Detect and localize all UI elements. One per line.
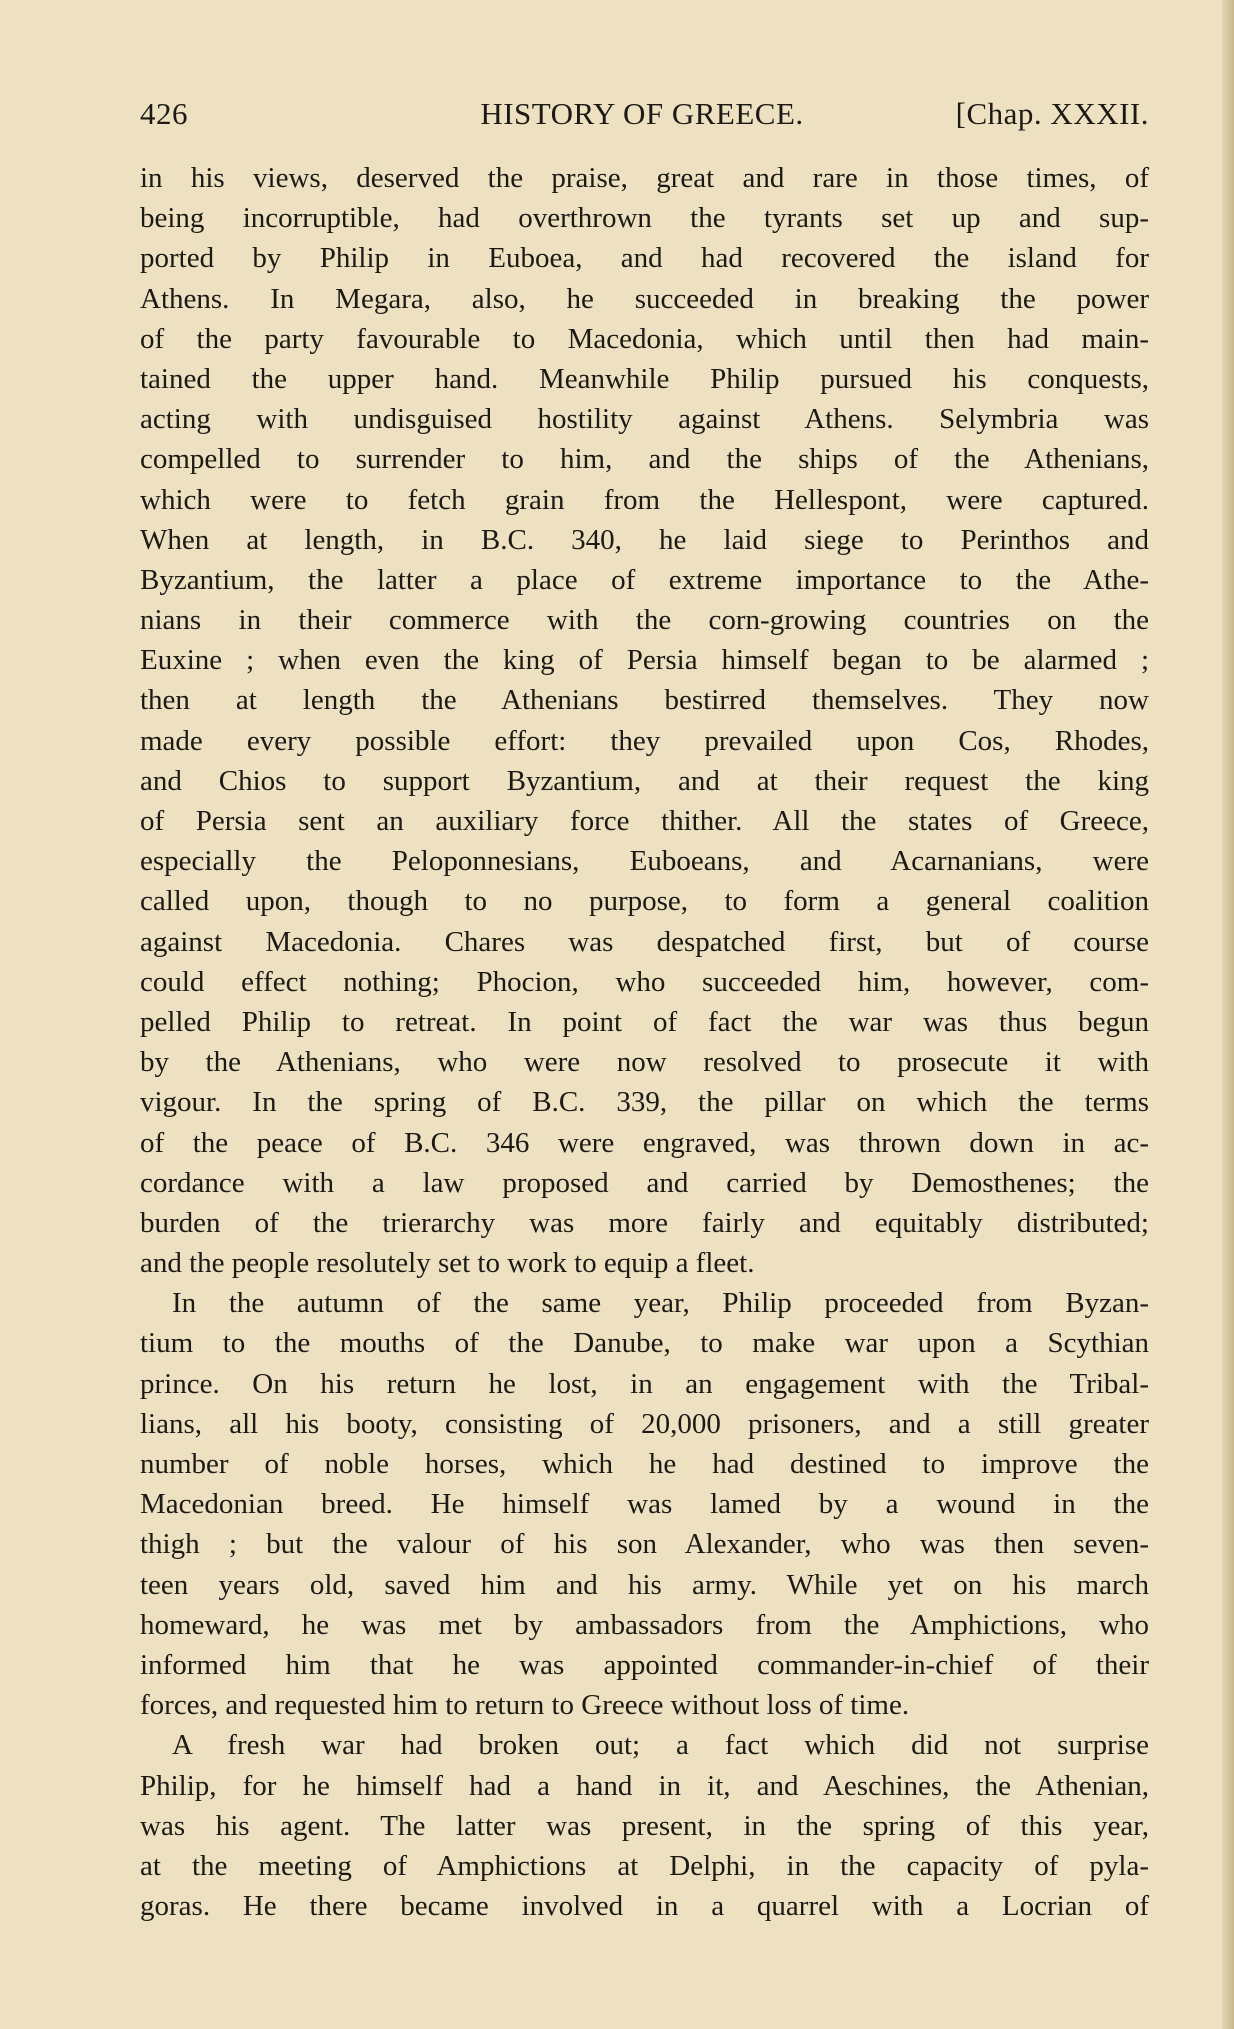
text-line: prince. On his return he lost, in an engagement with the Tribal- (140, 1367, 1149, 1400)
text-line: in his views, deserved the praise, great and rare in those times, of (140, 162, 1149, 194)
text-line: informed him that he was appointed commander-in-chief of their (140, 1648, 1149, 1681)
text-line: could effect nothing; Phocion, who succeeded him, however, com- (140, 965, 1149, 998)
text-line: When at length, in B.C. 340, he laid siege to Perinthos and (140, 523, 1149, 556)
running-header (140, 96, 1149, 136)
text-line: made every possible effort: they prevailed upon Cos, Rhodes, (140, 724, 1149, 757)
text-line: then at length the Athenians bestirred themselves. They now (140, 684, 1149, 717)
text-line: of the party favourable to Macedonia, which until then had main- (140, 322, 1149, 355)
text-line: nians in their commerce with the corn-growing countries on the (140, 604, 1149, 637)
text-line: which were to fetch grain from the Hellespont, were captured. (140, 483, 1149, 516)
text-line: of the peace of B.C. 346 were engraved, was thrown down in ac- (140, 1126, 1149, 1159)
text-line: tium to the mouths of the Danube, to make war upon a Scythian (140, 1327, 1149, 1360)
page-edge (1222, 0, 1234, 2029)
text-line: number of noble horses, which he had destined to improve the (140, 1448, 1149, 1480)
text-line: teen years old, saved him and his army. While yet on his march (140, 1568, 1149, 1601)
text-line: homeward, he was met by ambassadors from the Amphictions, who (140, 1608, 1149, 1641)
text-line: In the autumn of the same year, Philip proceeded from Byzan- (172, 1287, 1149, 1320)
text-line: compelled to surrender to him, and the ships of the Athenians, (140, 443, 1149, 476)
text-line: was his agent. The latter was present, in the spring of this year, (140, 1809, 1149, 1842)
body-text (140, 158, 1149, 1926)
text-line: being incorruptible, had overthrown the tyrants set up and sup- (140, 202, 1149, 235)
text-line: thigh ; but the valour of his son Alexander, who was then seven- (140, 1528, 1149, 1561)
text-line: by the Athenians, who were now resolved to prosecute it with (140, 1046, 1149, 1079)
text-line: called upon, though to no purpose, to form a general coalition (140, 885, 1149, 918)
text-line: and the people resolutely set to work to equip a fleet. (140, 1247, 755, 1280)
text-line: ported by Philip in Euboea, and had recovered the island for (140, 242, 1149, 275)
text-line: lians, all his booty, consisting of 20,000 prisoners, and a still greater (140, 1407, 1149, 1440)
text-line: Philip, for he himself had a hand in it, and Aeschines, the Athenian, (140, 1769, 1149, 1802)
text-line: Athens. In Megara, also, he succeeded in breaking the power (140, 282, 1149, 315)
text-line: cordance with a law proposed and carried by Demosthenes; the (140, 1166, 1149, 1199)
text-line: and Chios to support Byzantium, and at their request the king (140, 764, 1149, 797)
text-line: pelled Philip to retreat. In point of fact the war was thus begun (140, 1005, 1149, 1038)
text-line: burden of the trierarchy was more fairly and equitably distributed; (140, 1206, 1149, 1239)
page-number: 426 (140, 96, 188, 131)
running-title: HISTORY OF GREECE. (480, 96, 804, 131)
text-line: against Macedonia. Chares was despatched first, but of course (140, 925, 1149, 958)
text-line: at the meeting of Amphictions at Delphi, in the capacity of pyla- (140, 1849, 1149, 1882)
text-line: of Persia sent an auxiliary force thither. All the states of Greece, (140, 805, 1149, 837)
text-line: tained the upper hand. Meanwhile Philip pursued his conquests, (140, 362, 1149, 395)
text-line: especially the Peloponnesians, Euboeans, and Acarnanians, were (140, 845, 1149, 878)
text-line: A fresh war had broken out; a fact which did not surprise (172, 1729, 1149, 1762)
text-line: goras. He there became involved in a quarrel with a Locrian of (140, 1890, 1149, 1923)
text-line: acting with undisguised hostility against Athens. Selymbria was (140, 403, 1149, 436)
text-line: forces, and requested him to return to Greece without loss of time. (140, 1689, 910, 1722)
text-line: Macedonian breed. He himself was lamed by a wound in the (140, 1488, 1149, 1521)
text-line: Byzantium, the latter a place of extreme importance to the Athe- (140, 563, 1149, 596)
chapter-reference: [Chap. XXXII. (955, 96, 1149, 131)
text-line: vigour. In the spring of B.C. 339, the pillar on which the terms (140, 1086, 1149, 1119)
text-line: Euxine ; when even the king of Persia himself began to be alarmed ; (140, 644, 1149, 677)
